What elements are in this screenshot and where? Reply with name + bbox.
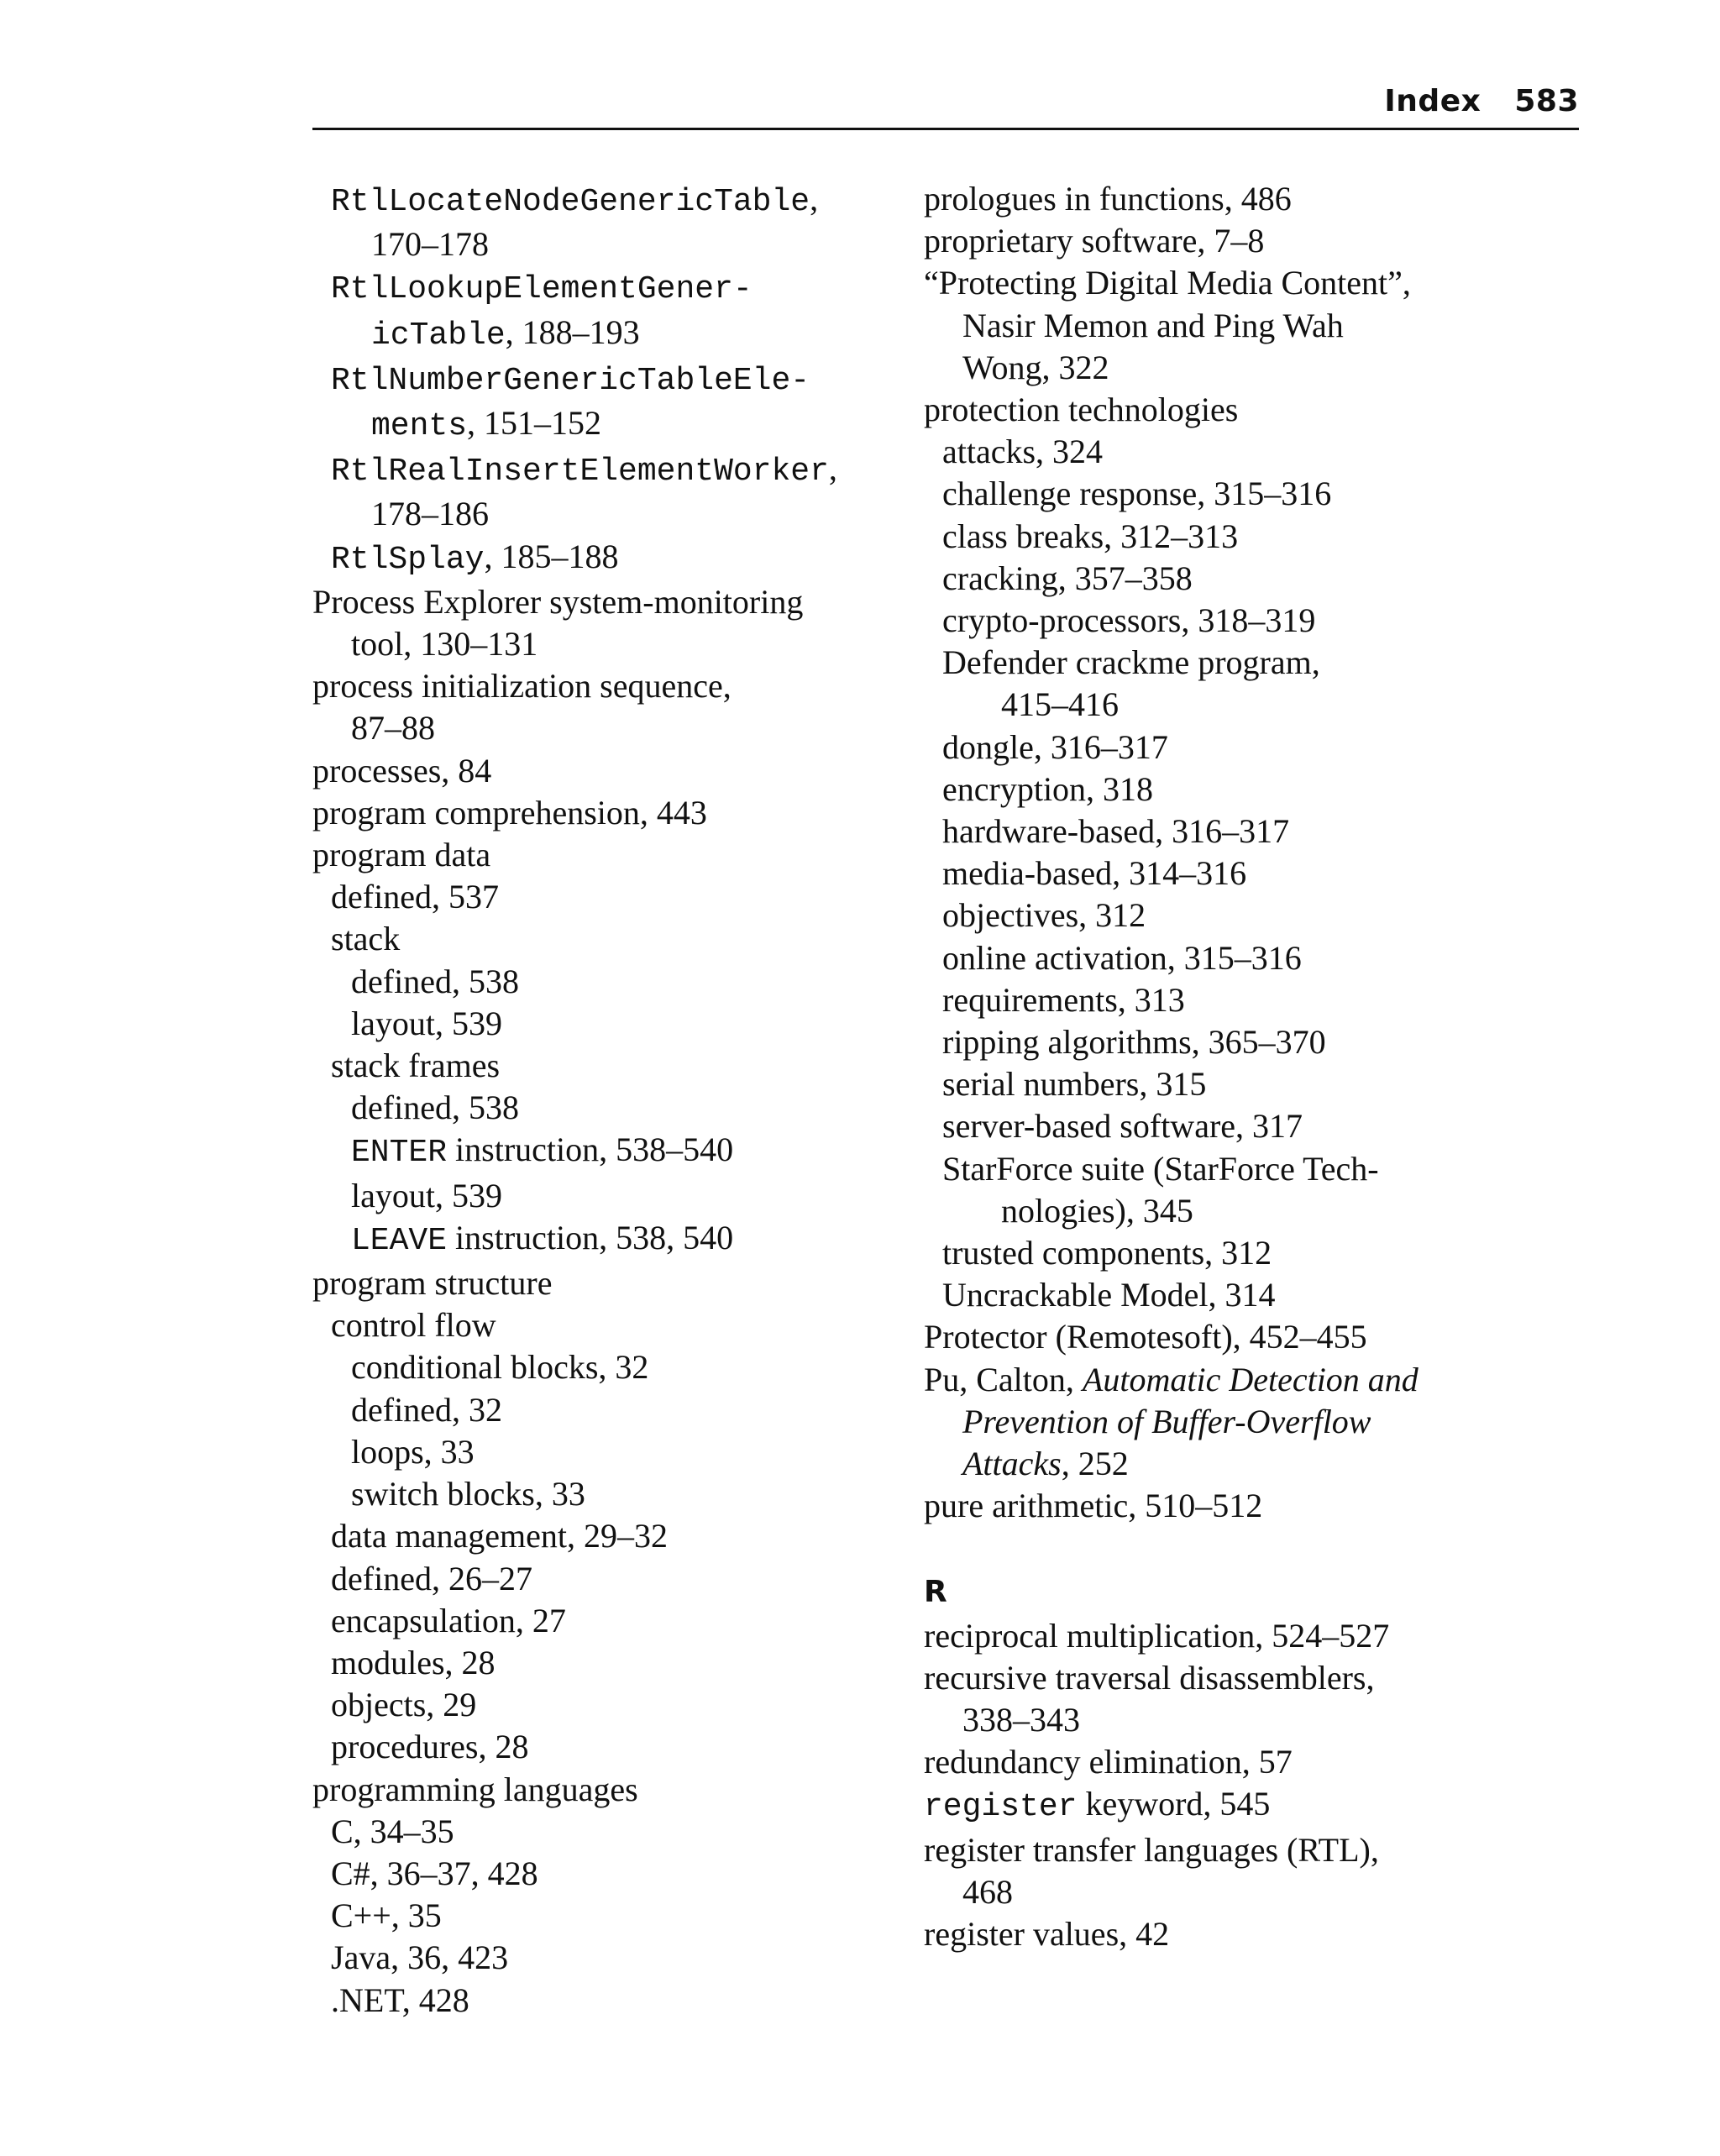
index-entry-line [924,1232,1579,1274]
code-term: RtlLookupElementGener- [331,271,752,308]
entry-text: 415–416 [1001,685,1119,724]
index-entry-line [312,1558,892,1600]
index-entry-line [312,357,892,402]
entry-text: tool, 130–131 [351,625,538,664]
italic-text: Prevention of Buffer-Overflow [962,1402,1371,1440]
index-entry-line [924,852,1579,894]
index-entry-line [312,1003,892,1045]
entry-text: instruction, 538–540 [447,1130,734,1169]
index-entry-line [924,431,1579,473]
entry-text: challenge response, 315–316 [942,475,1332,513]
entry-text: nologies), 345 [1001,1191,1193,1230]
index-entry-line [924,220,1579,262]
entry-text: 170–178 [371,225,489,264]
entry-text: instruction, 538, 540 [447,1218,734,1256]
index-entry-line [312,223,892,265]
index-entry-line [924,684,1579,726]
index-entry-line [312,493,892,535]
entry-text: encapsulation, 27 [331,1601,566,1639]
entry-text: 338–343 [962,1700,1080,1739]
index-entry-line [312,623,892,665]
index-entry-line [312,1895,892,1937]
index-entry-line [312,1431,892,1473]
index-entry-line [924,1657,1579,1699]
index-entry-line [924,1871,1579,1913]
entry-text: , 151–152 [467,404,602,443]
code-term: RtlRealInsertElementWorker [331,454,829,490]
entry-text: crypto-processors, 318–319 [942,601,1316,640]
index-entry-line [312,1473,892,1515]
entry-text: .NET, 428 [331,1980,469,2019]
entry-text: class breaks, 312–313 [942,517,1239,555]
code-term: ENTER [351,1135,448,1172]
index-entry-line [312,1726,892,1768]
index-entry-line [312,1087,892,1129]
index-entry-line [312,1045,892,1087]
index-entry-line [924,1699,1579,1741]
entry-text: modules, 28 [331,1643,496,1681]
index-entry-line [924,1783,1579,1828]
entry-text: Wong, 322 [962,348,1109,386]
index-entry-line [924,600,1579,642]
index-entry-line [312,402,892,448]
entry-text: defined, 32 [351,1390,502,1429]
index-entry-line [312,792,892,834]
index-entry-line [924,810,1579,852]
entry-text: , [828,449,837,488]
code-term: icTable [371,317,506,354]
entry-text: encryption, 318 [942,769,1154,808]
entry-text: processes, 84 [312,751,492,789]
index-entry-line [924,1615,1579,1657]
entry-text: , [810,180,819,218]
index-entry-line [924,1063,1579,1105]
index-entry-line [312,1262,892,1304]
entry-text: online activation, 315–316 [942,938,1302,977]
index-entry-line [312,312,892,357]
entry-text: defined, 538 [351,962,519,1000]
index-entry-line [924,937,1579,979]
entry-text: C++, 35 [331,1896,442,1935]
index-entry-line [312,1937,892,1979]
index-entry-line [924,347,1579,389]
index-entry-line [924,1021,1579,1063]
entry-text: attacks, 324 [942,433,1104,471]
entry-text: , 185–188 [484,537,619,575]
index-entry-line [312,1769,892,1811]
index-entry-line [924,516,1579,558]
entry-text: control flow [331,1306,496,1345]
index-entry-line [924,1829,1579,1871]
index-entry-line [924,642,1579,684]
entry-text: “Protecting Digital Media Content”, [924,264,1411,302]
entry-text: objectives, 312 [942,896,1146,935]
entry-text: switch blocks, 33 [351,1475,585,1513]
index-column-left [312,178,892,2022]
index-entry-line [312,178,892,223]
index-entry-line [924,1913,1579,1955]
entry-text: stack frames [331,1047,501,1085]
entry-text: recursive traversal disassemblers, [924,1658,1375,1697]
index-entry-line [924,1741,1579,1783]
index-entry-line [924,979,1579,1021]
page-number: 583 [1514,84,1579,118]
index-entry-line [924,1485,1579,1527]
code-term: ments [371,408,468,445]
entry-text: data management, 29–32 [331,1517,668,1555]
entry-text: , 188–193 [505,312,640,351]
index-entry-line [312,961,892,1003]
entry-text: program data [312,836,491,874]
index-entry-line [312,1515,892,1557]
header-text [1384,84,1579,118]
entry-text: defined, 537 [331,878,499,916]
entry-text: ripping algorithms, 365–370 [942,1023,1326,1062]
index-entry-line [924,769,1579,810]
entry-text: Defender crackme program, [942,643,1320,682]
code-term: RtlLocateNodeGenericTable [331,184,810,220]
entry-text: conditional blocks, 32 [351,1348,649,1387]
index-entry-line [924,1190,1579,1232]
entry-text: layout, 539 [351,1004,502,1042]
index-entry-line [312,707,892,749]
entry-text: Nasir Memon and Ping Wah [962,306,1344,344]
index-entry-line [312,1853,892,1895]
entry-text: prologues in functions, 486 [924,180,1292,218]
index-entry-line [924,1316,1579,1358]
index-entry-line [924,389,1579,431]
entry-text: C#, 36–37, 428 [331,1854,538,1892]
index-entry-line [312,1684,892,1726]
entry-text: redundancy elimination, 57 [924,1743,1293,1781]
index-entry-line [924,473,1579,515]
entry-text: dongle, 316–317 [942,727,1168,766]
entry-text: Java, 36, 423 [331,1938,509,1977]
entry-text: cracking, 357–358 [942,559,1193,597]
entry-text: trusted components, 312 [942,1234,1272,1272]
index-entry-line [312,536,892,581]
entry-text: pure arithmetic, 510–512 [924,1487,1263,1525]
running-header [312,81,1579,130]
entry-text: media-based, 314–316 [942,854,1247,893]
entry-text: defined, 538 [351,1088,519,1127]
index-entry-line [924,1401,1579,1443]
index-entry-line [312,1980,892,2022]
italic-text: Automatic Detection and [1082,1360,1418,1398]
entry-text: register values, 42 [924,1914,1170,1953]
index-entry-line [312,918,892,960]
entry-text: procedures, 28 [331,1728,529,1766]
entry-text: loops, 33 [351,1432,475,1471]
index-entry-line [312,1217,892,1262]
index-entry-line [312,665,892,707]
index-entry-line [312,581,892,623]
index-entry-line [924,727,1579,769]
italic-text: Attacks [962,1445,1062,1483]
entry-text: program comprehension, 443 [312,793,707,831]
entry-text: proprietary software, 7–8 [924,222,1265,260]
entry-text: keyword, 545 [1077,1785,1271,1823]
index-entry-line [312,1811,892,1853]
index-entry-line [924,178,1579,220]
entry-text: requirements, 313 [942,980,1185,1019]
index-entry-line [312,1304,892,1346]
index-entry-line [312,1175,892,1217]
entry-text: layout, 539 [351,1176,502,1214]
entry-text: Uncrackable Model, 314 [942,1276,1276,1314]
index-entry-line [312,750,892,792]
entry-text: Pu, Calton, [924,1360,1083,1398]
index-entry-line [312,448,892,493]
index-entry-line [924,262,1579,304]
entry-text: protection technologies [924,391,1239,429]
entry-text: objects, 29 [331,1686,477,1724]
index-entry-line [312,834,892,876]
entry-text: server-based software, 317 [942,1107,1303,1146]
entry-text: stack [331,920,401,958]
entry-text: hardware-based, 316–317 [942,812,1290,851]
code-term: LEAVE [351,1222,448,1259]
entry-text: Protector (Remotesoft), 452–455 [924,1318,1367,1356]
entry-text: serial numbers, 315 [942,1065,1207,1104]
entry-text: defined, 26–27 [331,1559,532,1597]
index-entry-line [312,265,892,311]
code-term: RtlNumberGenericTableEle- [331,362,810,399]
code-term: register [924,1789,1078,1826]
entry-text: 87–88 [351,709,435,748]
index-entry-line [312,876,892,918]
index-entry-line [924,1443,1579,1485]
index-entry-line [312,1346,892,1388]
header-section-title: Index [1384,84,1481,118]
index-entry-line [312,1600,892,1642]
index-entry-line [924,305,1579,347]
entry-text: programming languages [312,1770,638,1808]
entry-text: reciprocal multiplication, 524–527 [924,1616,1390,1655]
entry-text: program structure [312,1264,553,1303]
entry-text: 468 [962,1872,1013,1911]
entry-text: process initialization sequence, [312,667,732,706]
index-entry-line [312,1642,892,1684]
index-entry-line [924,1274,1579,1316]
code-term: RtlSplay [331,541,485,578]
index-entry-line [924,894,1579,936]
index-letter-heading: R [924,1574,947,1609]
index-column-right [924,178,1579,1955]
entry-text: 178–186 [371,495,489,533]
entry-text: C, 34–35 [331,1812,454,1850]
entry-text: register transfer languages (RTL), [924,1830,1379,1869]
index-entry-line [924,1105,1579,1147]
entry-text: Process Explorer system-monitoring [312,582,804,621]
entry-text: StarForce suite (StarForce Tech- [942,1149,1379,1188]
entry-text: , 252 [1061,1445,1129,1483]
index-entry-line [924,1148,1579,1190]
index-entry-line [924,558,1579,600]
index-entry-line [312,1129,892,1174]
index-entry-line [312,1389,892,1431]
index-entry-line [924,1359,1579,1401]
